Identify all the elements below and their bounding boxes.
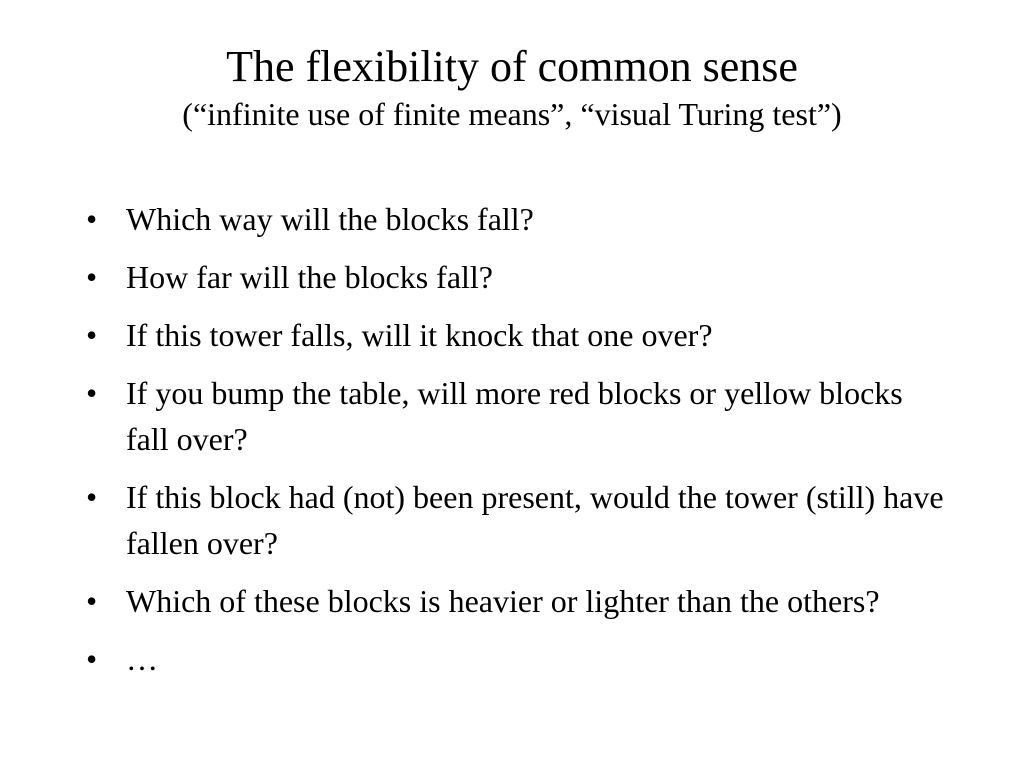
bullet-icon: • [86, 201, 98, 237]
bullet-icon: • [86, 583, 98, 619]
bullet-item [86, 474, 946, 566]
bullet-item [86, 636, 946, 682]
bullet-icon: • [86, 479, 98, 515]
bullet-icon: • [86, 641, 98, 677]
bullet-text: How far will the blocks fall? [126, 259, 493, 295]
slide-title: The flexibility of common sense [226, 42, 798, 91]
bullet-text: If this block had (not) been present, would the tower (still) have fallen over? [126, 479, 944, 561]
bullet-icon: • [86, 375, 98, 411]
title-block [0, 40, 1024, 134]
bullet-text: Which of these blocks is heavier or lighter than the others? [126, 583, 880, 619]
bullet-icon: • [86, 259, 98, 295]
bullet-item [86, 370, 946, 462]
bullet-item [86, 578, 946, 624]
bullet-text: … [126, 641, 158, 677]
bullet-icon: • [86, 317, 98, 353]
bullet-item [86, 312, 946, 358]
bullet-text: If you bump the table, will more red blocks or yellow blocks fall over? [126, 375, 903, 457]
bullet-item [86, 196, 946, 242]
slide-subtitle: (“infinite use of finite means”, “visual Turing test”) [182, 96, 842, 132]
bullet-text: If this tower falls, will it knock that one over? [126, 317, 713, 353]
bullet-item [86, 254, 946, 300]
bullet-list [86, 196, 946, 694]
bullet-text: Which way will the blocks fall? [126, 201, 534, 237]
